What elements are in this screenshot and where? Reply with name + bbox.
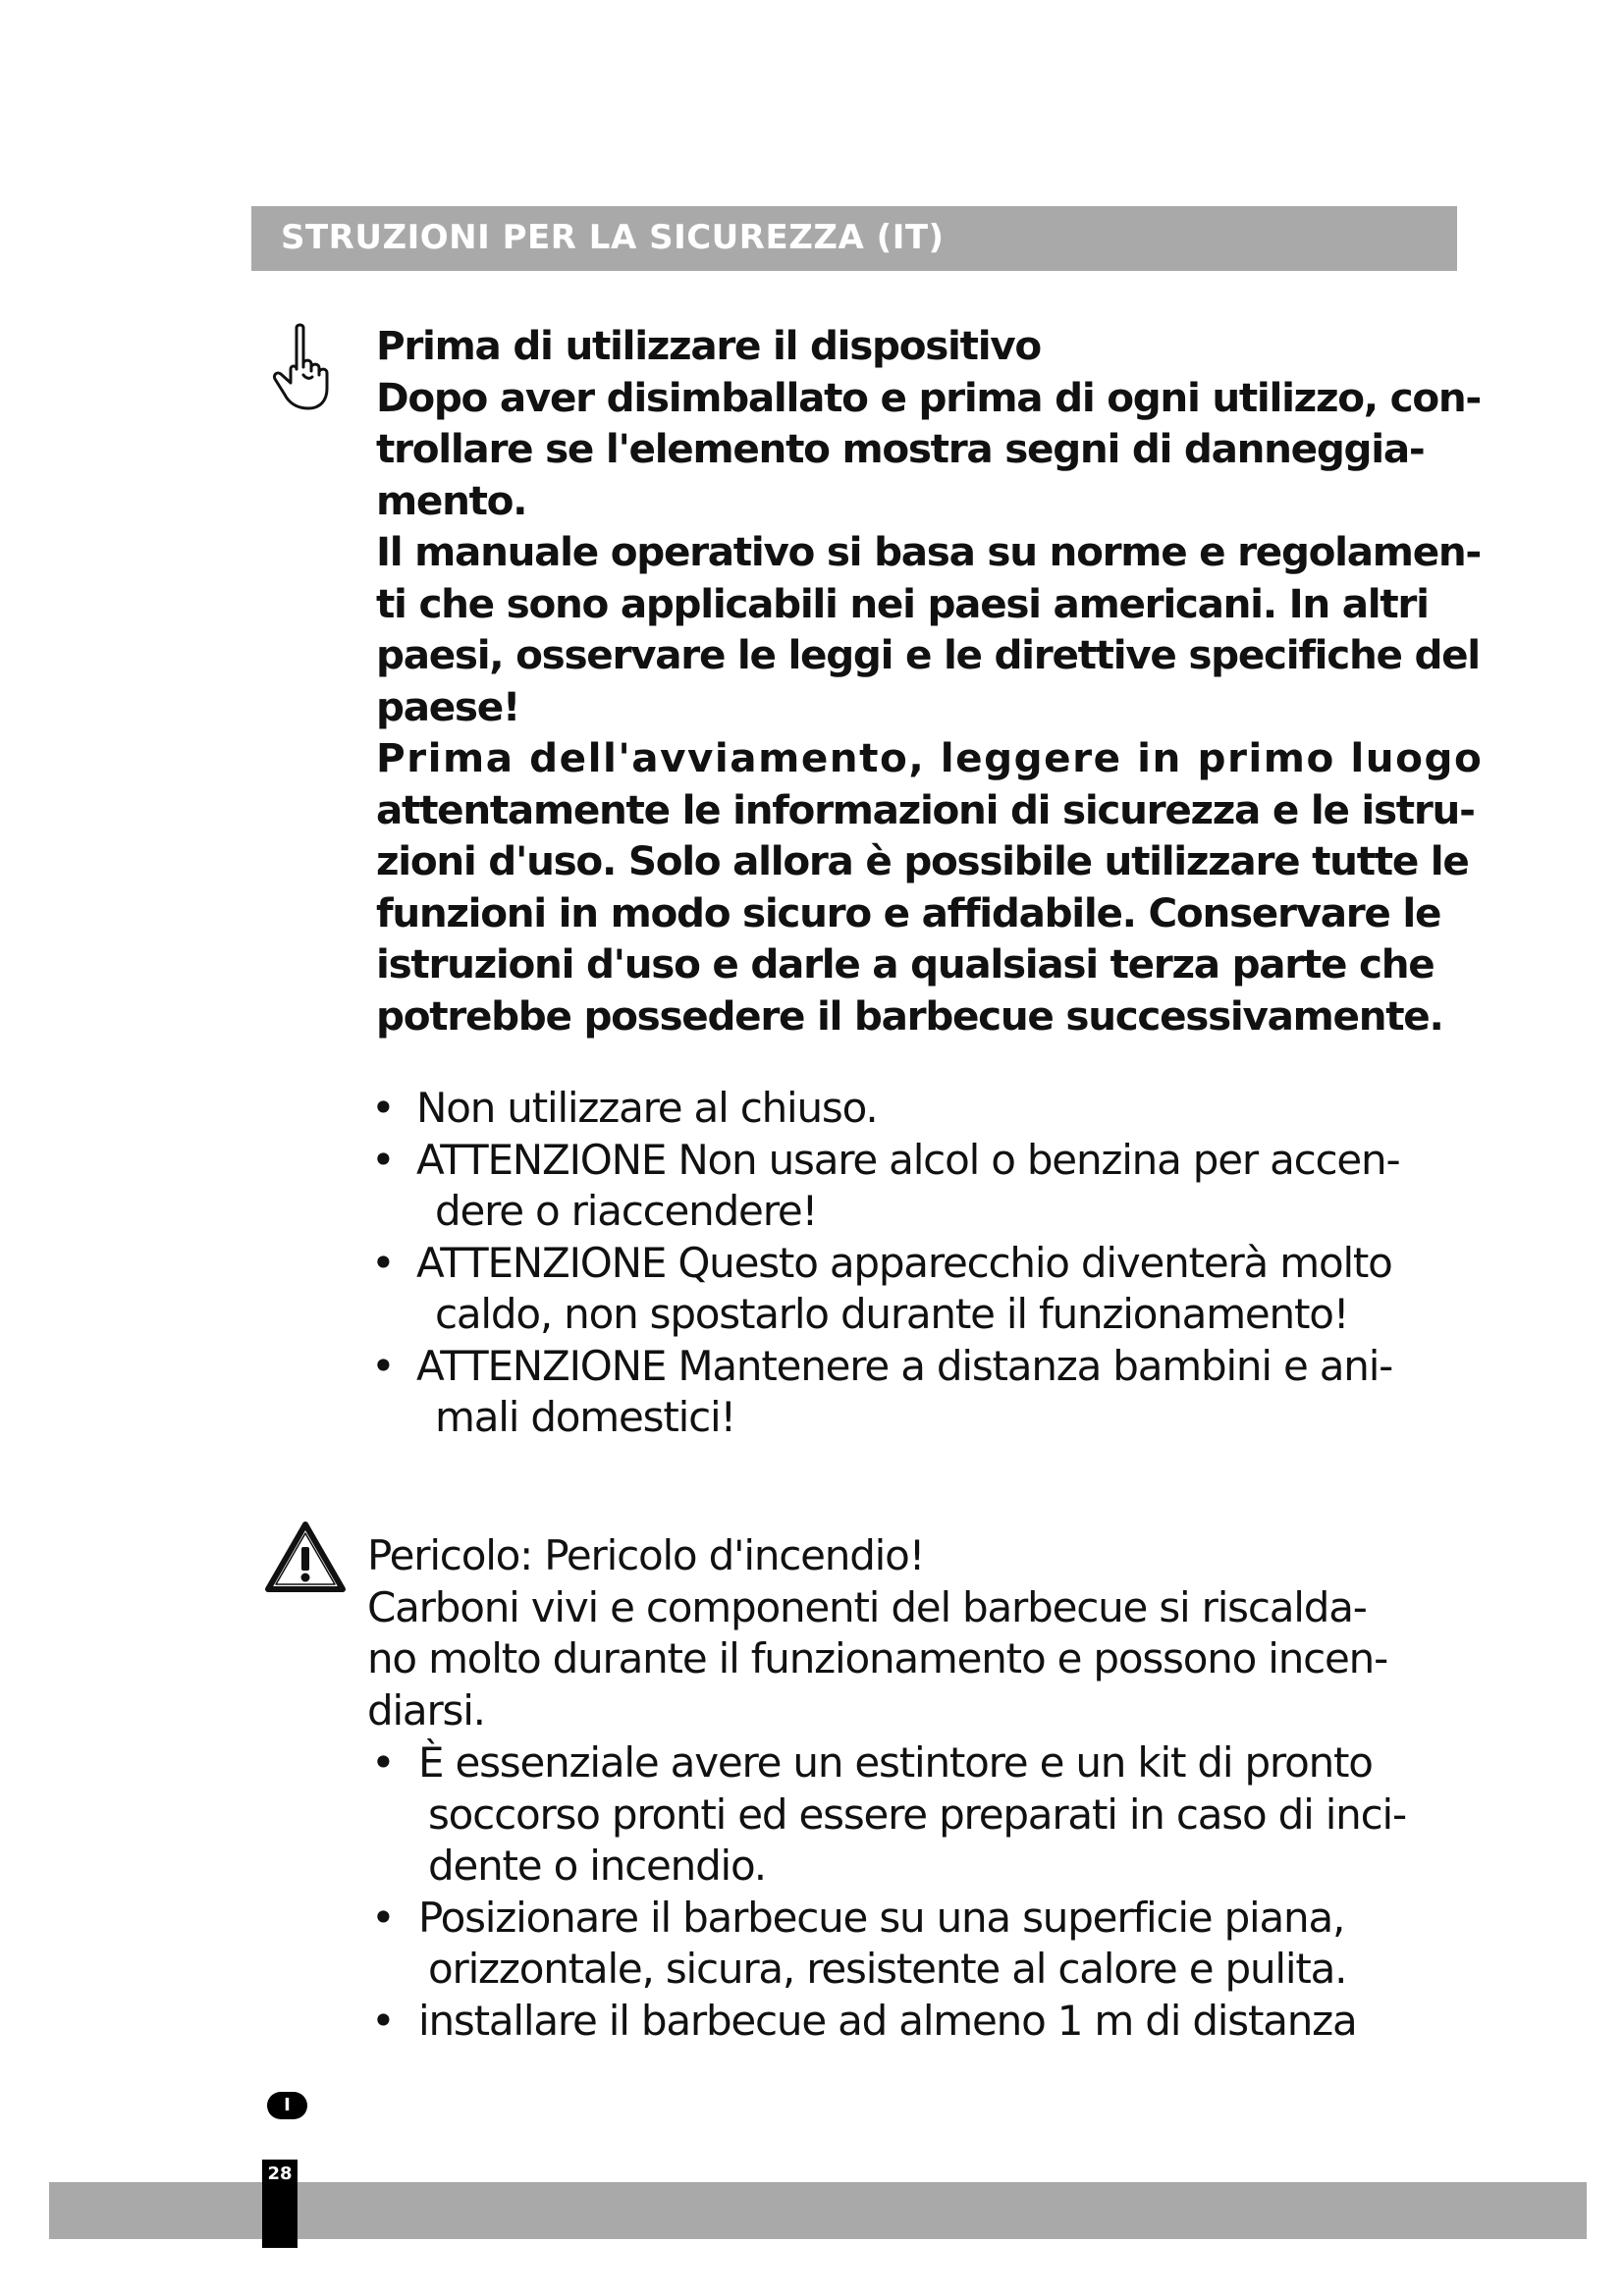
intro-line: mento. [376,476,527,524]
bullet-marker: • [371,1084,395,1132]
list-item-text: ATTENZIONE Non usare alcol o benzina per accen- [416,1135,1400,1184]
list-item [371,1341,1481,1444]
list-item [371,1737,1481,1893]
bullet-marker: • [371,1238,395,1287]
intro-line: potrebbe possedere il barbecue successivamente. [376,991,1443,1040]
bullet-marker: • [371,1135,395,1184]
list-item-text: Posizionare il barbecue su una superficie piana, [418,1893,1345,1942]
section-header-bar [251,206,1457,271]
intro-text [376,320,1484,1041]
list-item-text: mali domestici! [435,1393,736,1441]
list-item-text: dere o riaccendere! [435,1187,818,1235]
list-item-text: caldo, non spostarlo durante il funzionamento! [435,1290,1349,1338]
danger-line: no molto durante il funzionamento e possono incen- [367,1634,1388,1682]
list-item [371,1083,1481,1135]
page-number: 28 [267,2163,293,2184]
fire-safety-list [371,1737,1481,2047]
danger-line: diarsi. [367,1685,485,1735]
list-item-text: installare il barbecue ad almeno 1 m di distanza [418,1996,1357,2045]
list-item-text: Non utilizzare al chiuso. [416,1084,878,1132]
intro-line: ti che sono applicabili nei paesi americani. In altri [376,579,1429,627]
intro-line: Il manuale operativo si basa su norme e regolamen- [376,528,1481,575]
list-item-text: ATTENZIONE Questo apparecchio diventerà molto [416,1238,1392,1287]
intro-line: Dopo aver disimballato e prima di ogni utilizzo, con- [376,373,1481,421]
danger-text [367,1530,1477,1736]
list-item [371,1238,1481,1341]
list-item-text: È essenziale avere un estintore e un kit di pronto [418,1738,1373,1787]
intro-line: istruzioni d'uso e darle a qualsiasi terza parte che [376,940,1435,988]
danger-line: Carboni vivi e componenti del barbecue si riscalda- [367,1582,1367,1631]
intro-line: attentamente le informazioni di sicurezza e le istru- [376,785,1475,833]
section-title: STRUZIONI PER LA SICUREZZA (IT) [281,218,945,257]
list-item [371,1996,1481,2048]
warning-triangle-icon [263,1520,348,1594]
page-number-tab [262,2160,298,2248]
list-item [371,1893,1481,1996]
language-badge: I [267,2092,307,2119]
list-item-text: dente o incendio. [428,1842,766,1890]
list-item-text: orizzontale, sicura, resistente al calore e pulita. [428,1945,1347,1993]
precautions-list [371,1083,1481,1444]
intro-line: Prima di utilizzare il dispositivo [376,322,1041,369]
bullet-marker: • [371,1893,395,1942]
intro-line: Prima dell'avviamento, leggere in primo luogo [376,734,1484,781]
pointing-hand-icon [267,320,340,414]
bullet-marker: • [371,1341,395,1390]
intro-line: funzioni in modo sicuro e affidabile. Conservare le [376,888,1441,936]
intro-line: zioni d'uso. Solo allora è possibile utilizzare tutte le [376,837,1469,884]
intro-line: trollare se l'elemento mostra segni di danneggia- [376,425,1425,472]
list-item-text: soccorso pronti ed essere preparati in caso di inci- [428,1789,1406,1839]
bullet-marker: • [371,1996,395,2045]
intro-line: paesi, osservare le leggi e le direttive specifiche del [376,631,1480,678]
list-item [371,1135,1481,1238]
intro-line: paese! [376,682,520,730]
list-item-text: ATTENZIONE Mantenere a distanza bambini e ani- [416,1341,1393,1390]
danger-title: Pericolo: Pericolo d'incendio! [367,1531,925,1579]
bullet-marker: • [371,1738,395,1787]
